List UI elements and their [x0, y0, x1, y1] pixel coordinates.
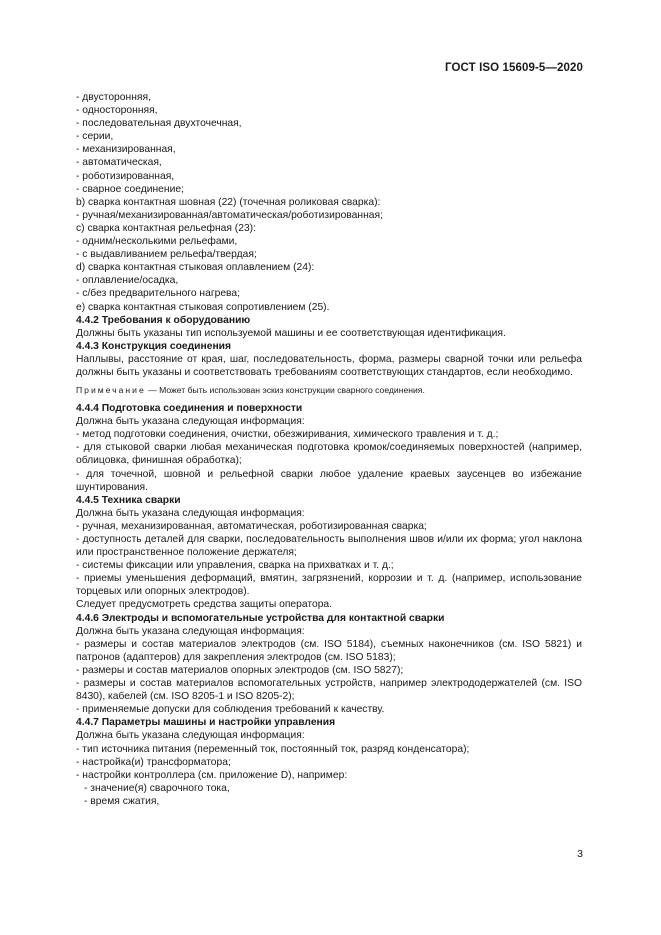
list-item: - для стыковой сварки любая механическая подготовка кромок/соединяемых поверхностей (например, облицовка, финишная обработка); — [76, 442, 582, 467]
section-heading-4-4-3: 4.4.3 Конструкция соединения — [76, 340, 232, 352]
list-item: - механизированная, — [76, 144, 176, 156]
list-item: - с выдавливанием рельефа/твердая; — [76, 249, 257, 261]
list-item: - оплавление/осадка, — [76, 275, 179, 287]
list-item: - значение(я) сварочного тока, — [84, 782, 230, 794]
document-header: ГОСТ ISO 15609-5—2020 — [445, 62, 583, 74]
section-heading-4-4-4: 4.4.4 Подготовка соединения и поверхности — [76, 403, 303, 415]
note — [76, 384, 582, 396]
paragraph: Следует предусмотреть средства защиты оператора. — [76, 599, 333, 611]
paragraph: Должны быть указаны тип используемой машины и ее соответствующая идентификация. — [76, 327, 506, 339]
document-body — [76, 91, 582, 808]
paragraph: Должна быть указана следующая информация: — [76, 730, 305, 742]
note-text: — Может быть использован эскиз конструкции сварного соединения. — [145, 385, 425, 396]
list-item: - размеры и состав материалов опорных электродов (см. ISO 5827); — [76, 664, 404, 676]
list-item: - приемы уменьшения деформаций, вмятин, загрязнений, коррозии и т. д. (например, использование торцевых или опорных электродов). — [76, 573, 582, 598]
list-item: - с/без предварительного нагрева; — [76, 288, 240, 300]
list-item: - применяемые допуски для соблюдения требований к качеству. — [76, 704, 385, 716]
paragraph: Должна быть указана следующая информация: — [76, 625, 305, 637]
list-item: - одним/несколькими рельефами, — [76, 236, 238, 248]
section-heading-4-4-7: 4.4.7 Параметры машины и настройки управления — [76, 717, 336, 729]
list-item: e) сварка контактная стыковая сопротивлением (25). — [76, 301, 330, 313]
list-item: - последовательная двухточечная, — [76, 118, 242, 130]
section-heading-4-4-2: 4.4.2 Требования к оборудованию — [76, 314, 251, 326]
list-item: d) сварка контактная стыковая оплавлением (24): — [76, 262, 315, 274]
list-item: - размеры и состав материалов электродов (см. ISO 5184), съемных наконечников (см. ISO 5821) и патронов (адаптеров) для закрепления электродов (см. ISO 5183); — [76, 638, 582, 663]
list-item: - автоматическая, — [76, 157, 162, 169]
page-number: 3 — [577, 848, 583, 860]
note-label: Примечание — [76, 385, 146, 396]
list-item: - метод подготовки соединения, очистки, обезжиривания, химического травления и т. д.; — [76, 429, 499, 441]
list-item: - настройки контроллера (см. приложение D), например: — [76, 769, 348, 781]
list-item: b) сварка контактная шовная (22) (точечная роликовая сварка): — [76, 196, 381, 208]
paragraph: Должна быть указана следующая информация: — [76, 507, 305, 519]
list-item: - настройка(и) трансформатора; — [76, 756, 231, 768]
list-item: - ручная, механизированная, автоматическая, роботизированная сварка; — [76, 520, 427, 532]
list-item: - доступность деталей для сварки, последовательность выполнения швов и/или их форма; угол наклона или пространственное положение держателя; — [76, 534, 582, 559]
list-item: - односторонняя, — [76, 105, 158, 117]
list-item: - двусторонняя, — [76, 92, 151, 103]
list-item: - ручная/механизированная/автоматическая/роботизированная; — [76, 209, 383, 221]
paragraph: Должна быть указана следующая информация: — [76, 416, 305, 428]
list-item: c) сварка контактная рельефная (23): — [76, 222, 256, 234]
paragraph: Наплывы, расстояние от края, шаг, последовательность, форма, размеры сварной точки или рельефа должны быть указаны и соответствовать требованиям соответствующих стандартов, если необходимо. — [76, 353, 582, 378]
list-item: - сварное соединение; — [76, 183, 184, 195]
list-item: - для точечной, шовной и рельефной сварки любое удаление краевых заусенцев во избежание шунтирования. — [76, 468, 582, 493]
list-item: - тип источника питания (переменный ток, постоянный ток, разряд конденсатора); — [76, 743, 470, 755]
list-item: - серии, — [76, 131, 114, 143]
list-item: - системы фиксации или управления, сварка на прихватках и т. д.; — [76, 560, 394, 572]
section-heading-4-4-5: 4.4.5 Техника сварки — [76, 494, 181, 506]
list-item: - роботизированная, — [76, 170, 175, 182]
section-heading-4-4-6: 4.4.6 Электроды и вспомогательные устройства для контактной сварки — [76, 612, 445, 624]
list-item: - размеры и состав материалов вспомогательных устройств, например электрододержателей (см. ISO 8430), кабелей (см. ISO 8205-1 и ISO 8205-2); — [76, 678, 582, 703]
list-item: - время сжатия, — [84, 795, 160, 807]
